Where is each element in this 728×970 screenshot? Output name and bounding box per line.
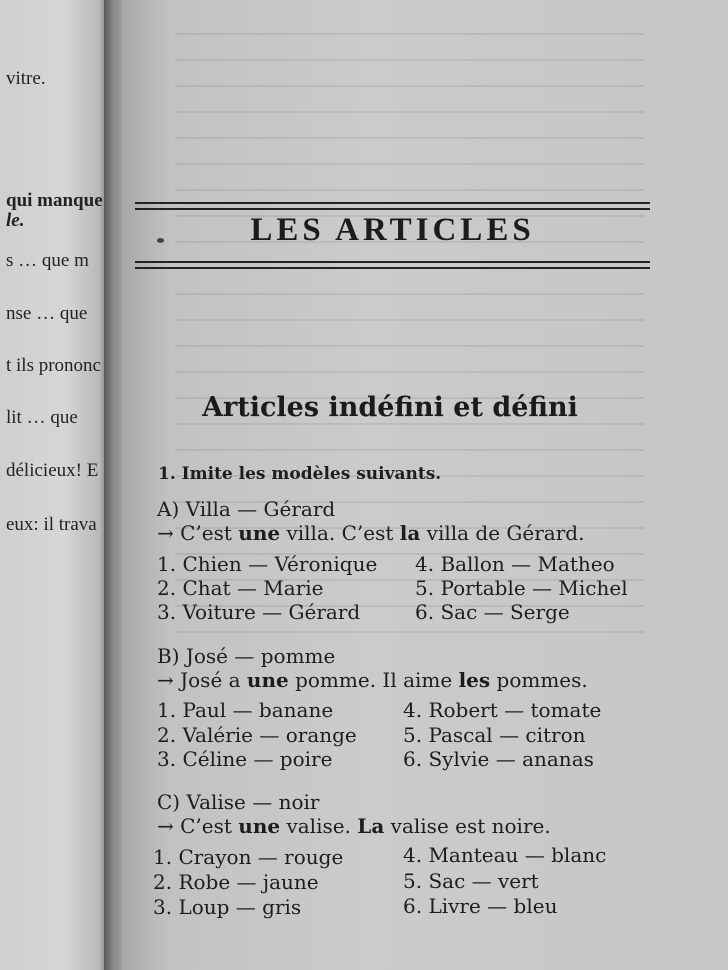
left-page-fragment: le. [6,210,25,231]
exercise-instruction: 1. Imite les modèles suivants. [158,464,442,484]
model-example: → C’est une valise. La valise est noire. [157,814,551,838]
left-page-fragment: nse … que [6,303,88,324]
exercise-item: 3. Céline — poire [157,747,333,771]
exercise-item: 4. Manteau — blanc [403,843,607,867]
model-example: → José a une pomme. Il aime les pommes. [157,668,588,692]
exercise-item: 5. Portable — Michel [415,576,628,600]
model-example: → C’est une villa. C’est la villa de Gérard. [157,521,585,545]
exercise-item: 4. Robert — tomate [403,698,602,722]
section-title: Articles indéfini et défini [202,392,578,423]
left-page-fragment: délicieux! E [6,460,99,481]
left-page-fragment: eux: il trava [6,514,97,535]
left-page-fragment: s … que m [6,250,89,271]
exercise-item: 3. Voiture — Gérard [157,600,361,624]
exercise-item: 1. Crayon — rouge [153,845,344,869]
double-rule-bottom [135,261,650,269]
exercise-item: 4. Ballon — Matheo [415,552,615,576]
model-label: C) Valise — noir [157,790,320,814]
exercise-item: 1. Paul — banane [157,698,334,722]
double-rule-top [135,202,650,210]
exercise-item: 6. Sac — Serge [415,600,570,624]
exercise-item: 1. Chien — Véronique [157,552,378,576]
left-page-fragment: vitre. [6,68,46,89]
exercise-item: 6. Livre — bleu [403,894,558,918]
model-label: A) Villa — Gérard [157,497,336,521]
model-label: B) José — pomme [157,644,336,668]
exercise-item: 5. Pascal — citron [403,723,586,747]
left-page-fragment: lit … que [6,407,78,428]
exercise-item: 2. Robe — jaune [153,870,319,894]
chapter-title: LES ARTICLES [250,212,535,248]
left-page-fragment: t ils prononc [6,355,101,376]
exercise-item: 2. Chat — Marie [157,576,324,600]
exercise-item: 6. Sylvie — ananas [403,747,594,771]
left-page-fragment: qui manque [6,190,103,211]
exercise-item: 5. Sac — vert [403,869,539,893]
exercise-item: 3. Loup — gris [153,895,302,919]
exercise-item: 2. Valérie — orange [157,723,357,747]
left-facing-page [0,0,108,970]
